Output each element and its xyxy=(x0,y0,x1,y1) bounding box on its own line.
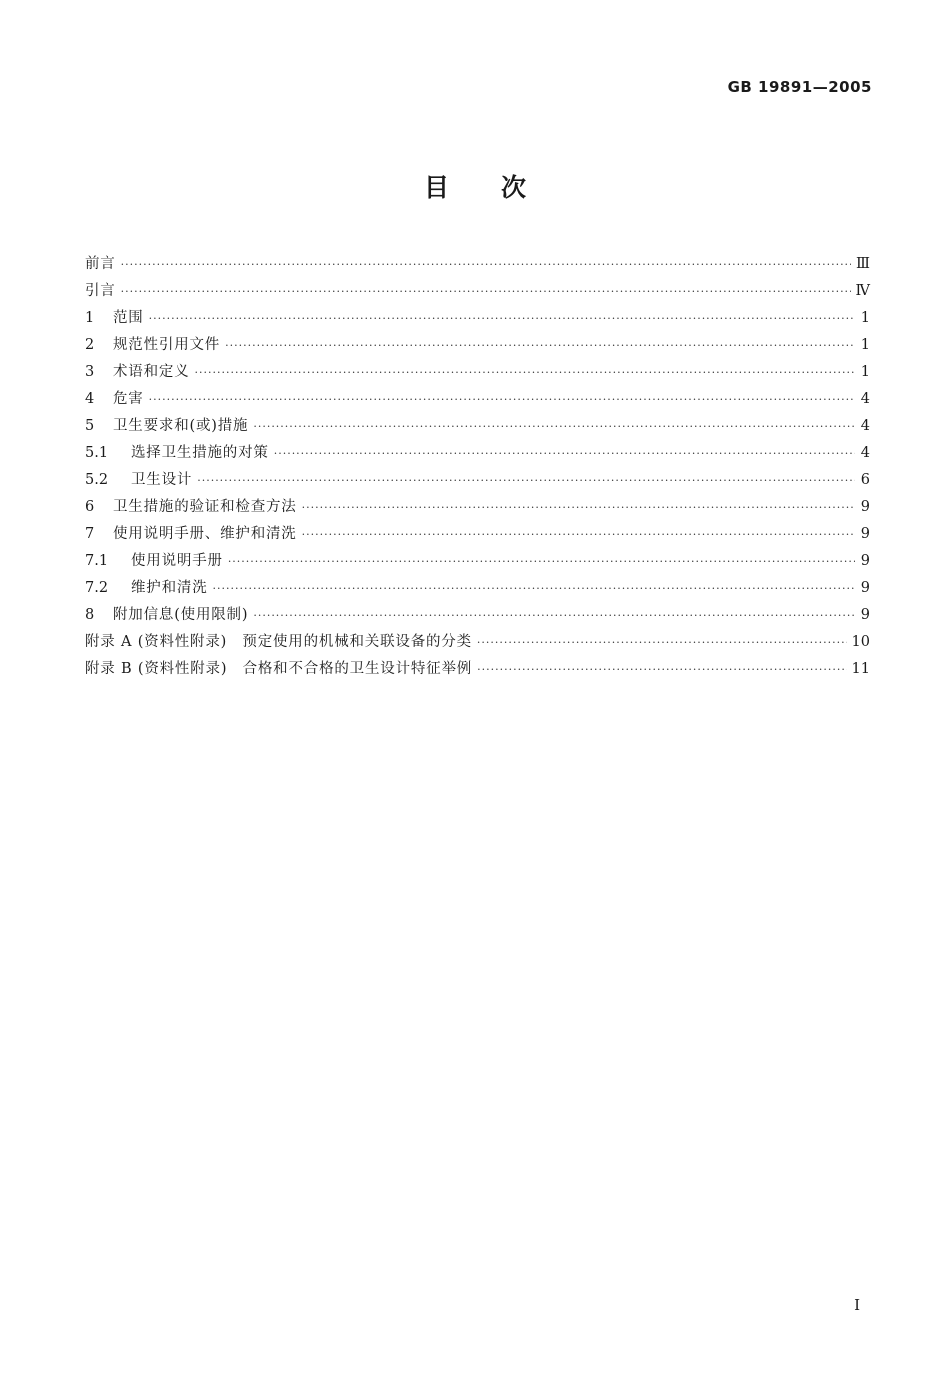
toc-entry-page: 11 xyxy=(851,661,870,677)
toc-dot-leader xyxy=(228,548,855,575)
toc-entry-7-1[interactable] xyxy=(85,548,870,575)
toc-entry-page: 1 xyxy=(860,310,870,326)
toc-entry-text: 范围 xyxy=(113,310,144,326)
toc-entry-7-2[interactable] xyxy=(85,575,870,602)
toc-dot-leader xyxy=(274,440,855,467)
toc-entry-1[interactable] xyxy=(85,305,870,332)
toc-entry-foreword[interactable] xyxy=(85,251,870,278)
toc-entry-2[interactable] xyxy=(85,332,870,359)
toc-entry-text: 选择卫生措施的对策 xyxy=(131,445,269,461)
toc-entry-page: 1 xyxy=(860,364,870,380)
toc-entry-page: 4 xyxy=(860,445,870,461)
toc-entry-page: 4 xyxy=(860,391,870,407)
toc-entry-text: 附加信息(使用限制) xyxy=(113,607,249,623)
toc-entry-text: 前言 xyxy=(85,256,116,272)
toc-entry-6[interactable] xyxy=(85,494,870,521)
toc-entry-text: 危害 xyxy=(113,391,144,407)
toc-entry-text: 卫生要求和(或)措施 xyxy=(113,418,249,434)
toc-entry-number: 7 xyxy=(85,526,95,542)
toc-entry-number: 2 xyxy=(85,337,95,353)
toc-dot-leader xyxy=(149,305,855,332)
toc-entry-number: 5.1 xyxy=(85,445,109,461)
toc-entry-text: 附录 B (资料性附录) 合格和不合格的卫生设计特征举例 xyxy=(85,661,473,677)
toc-entry-3[interactable] xyxy=(85,359,870,386)
toc-entry-text: 维护和清洗 xyxy=(131,580,208,596)
toc-dot-leader xyxy=(302,494,855,521)
toc-entry-page: Ⅳ xyxy=(855,283,870,299)
toc-entry-page: 9 xyxy=(860,580,870,596)
toc-title: 目次 xyxy=(423,173,578,202)
toc-dot-leader xyxy=(213,575,856,602)
toc-dot-leader xyxy=(253,413,855,440)
toc-entry-number: 8 xyxy=(85,607,95,623)
toc-dot-leader xyxy=(302,521,855,548)
toc-dot-leader xyxy=(477,656,846,683)
toc-entry-number: 6 xyxy=(85,499,95,515)
toc-entry-text: 附录 A (资料性附录) 预定使用的机械和关联设备的分类 xyxy=(85,634,472,650)
toc-entry-text: 规范性引用文件 xyxy=(113,337,221,353)
toc-entry-page: 9 xyxy=(860,607,870,623)
toc-entry-4[interactable] xyxy=(85,386,870,413)
toc-entry-5-2[interactable] xyxy=(85,467,870,494)
toc-entry-text: 卫生措施的验证和检查方法 xyxy=(113,499,297,515)
toc-entry-annex-a[interactable] xyxy=(85,629,870,656)
toc-entry-text: 引言 xyxy=(85,283,116,299)
toc-entry-text: 使用说明手册 xyxy=(131,553,223,569)
toc-entry-number: 7.2 xyxy=(85,580,109,596)
toc-entry-number: 4 xyxy=(85,391,95,407)
toc-entry-page: 9 xyxy=(860,526,870,542)
toc-entry-page: 9 xyxy=(860,499,870,515)
standard-code: GB 19891—2005 xyxy=(727,78,872,96)
toc-entry-number: 7.1 xyxy=(85,553,109,569)
toc-dot-leader xyxy=(149,386,855,413)
toc-entry-5[interactable] xyxy=(85,413,870,440)
toc-dot-leader xyxy=(225,332,855,359)
toc-entry-page: 6 xyxy=(860,472,870,488)
toc-entry-number: 3 xyxy=(85,364,95,380)
toc-entry-number: 1 xyxy=(85,310,95,326)
toc-entry-7[interactable] xyxy=(85,521,870,548)
toc-entry-page: 4 xyxy=(860,418,870,434)
toc-entry-annex-b[interactable] xyxy=(85,656,870,683)
toc-entry-text: 术语和定义 xyxy=(113,364,190,380)
toc-entry-page: Ⅲ xyxy=(856,256,870,272)
toc-entry-number: 5.2 xyxy=(85,472,109,488)
toc-entry-8[interactable] xyxy=(85,602,870,629)
toc-dot-leader xyxy=(477,629,847,656)
toc-entry-number: 5 xyxy=(85,418,95,434)
toc-dot-leader xyxy=(121,278,851,305)
toc-entry-text: 使用说明手册、维护和清洗 xyxy=(113,526,297,542)
table-of-contents xyxy=(85,251,870,683)
toc-entry-introduction[interactable] xyxy=(85,278,870,305)
toc-dot-leader xyxy=(253,602,855,629)
toc-dot-leader xyxy=(195,359,856,386)
toc-entry-page: 1 xyxy=(860,337,870,353)
page-number: I xyxy=(854,1296,860,1314)
toc-entry-text: 卫生设计 xyxy=(131,472,193,488)
toc-entry-page: 10 xyxy=(851,634,870,650)
toc-dot-leader xyxy=(197,467,855,494)
toc-entry-page: 9 xyxy=(860,553,870,569)
toc-dot-leader xyxy=(121,251,851,278)
toc-entry-5-1[interactable] xyxy=(85,440,870,467)
